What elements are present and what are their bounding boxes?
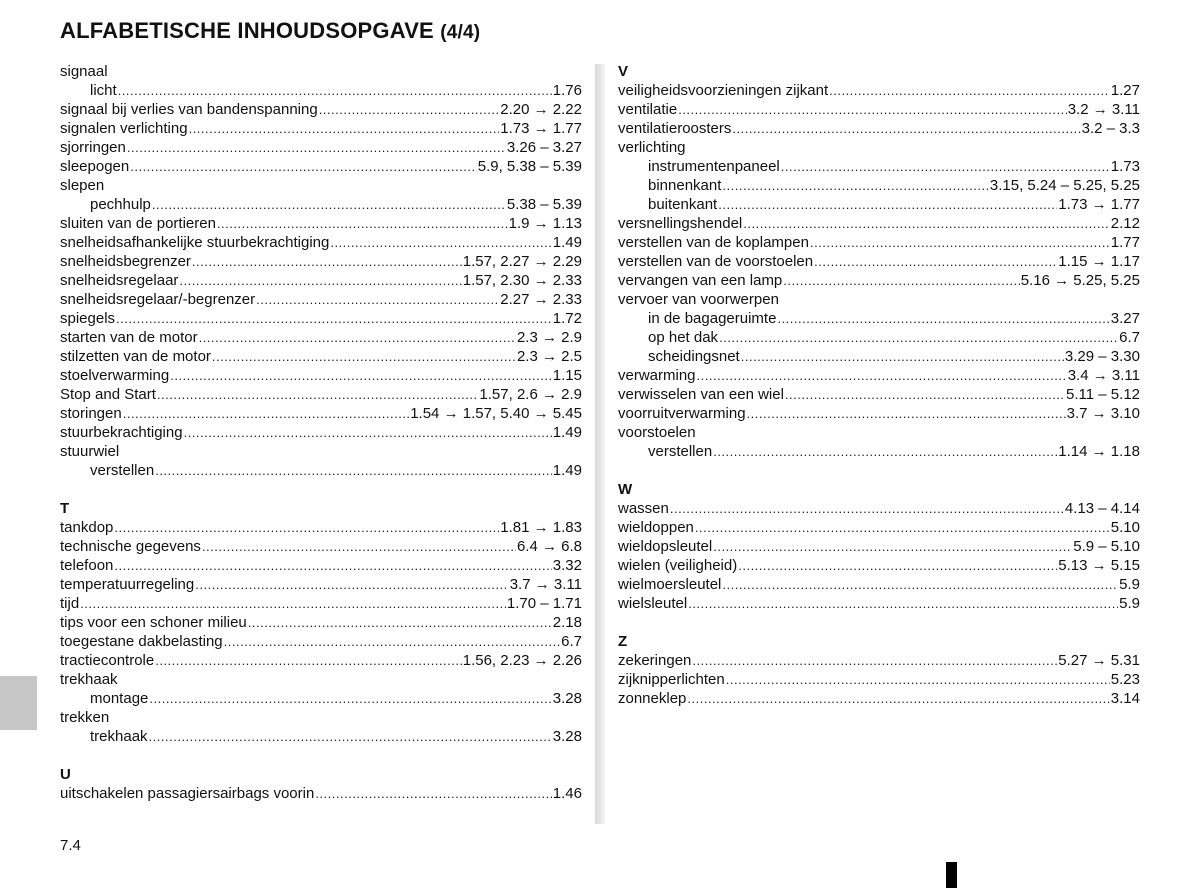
index-entry [60, 575, 582, 594]
entry-page-ref: 1.73 [1110, 158, 1140, 175]
index-entry [618, 423, 1140, 442]
entry-term: verstellen [90, 462, 155, 479]
index-entry [60, 252, 582, 271]
entry-term: snelheidsbegrenzer [60, 253, 191, 270]
index-entry [60, 613, 582, 632]
dot-leader [192, 252, 462, 271]
entry-term: storingen [60, 405, 122, 422]
entry-page-ref: 3.14 [1110, 690, 1140, 707]
entry-term: pechhulp [90, 196, 151, 213]
dot-leader [719, 328, 1118, 347]
index-subentry [60, 727, 582, 746]
dot-leader [785, 385, 1065, 404]
section-letter [60, 765, 582, 784]
entry-term: verwarming [618, 367, 696, 384]
index-entry [60, 62, 582, 81]
dot-leader [718, 195, 1057, 214]
index-entry [60, 328, 582, 347]
entry-term: vervoer van voorwerpen [618, 291, 779, 308]
dot-leader [743, 214, 1110, 233]
dot-leader [732, 119, 1080, 138]
index-entry [60, 385, 582, 404]
entry-term: verstellen [648, 443, 713, 460]
dot-leader [781, 157, 1110, 176]
index-entry [618, 271, 1140, 290]
dot-leader [810, 233, 1110, 252]
dot-leader [670, 499, 1064, 518]
entry-page-ref: 1.9 → 1.13 [508, 215, 582, 232]
index-entry [60, 404, 582, 423]
dot-leader [256, 290, 499, 309]
dot-leader [224, 632, 561, 651]
index-entry [60, 138, 582, 157]
entry-term: verwisselen van een wiel [618, 386, 784, 403]
dot-leader [738, 556, 1057, 575]
entry-page-ref: 3.28 [552, 728, 582, 745]
index-entry [618, 81, 1140, 100]
index-column-right [618, 62, 1140, 708]
entry-page-ref: 1.14 → 1.18 [1058, 443, 1140, 460]
index-subentry [60, 689, 582, 708]
entry-term: verstellen van de koplampen [618, 234, 809, 251]
entry-term: binnenkant [648, 177, 722, 194]
entry-page-ref: 3.27 [1110, 310, 1140, 327]
entry-term: voorruitverwarming [618, 405, 746, 422]
entry-term: tankdop [60, 519, 114, 536]
entry-term: wielsleutel [618, 595, 688, 612]
dot-leader [713, 537, 1072, 556]
dot-leader [777, 309, 1109, 328]
entry-page-ref: 2.3 → 2.9 [516, 329, 582, 346]
entry-term: starten van de motor [60, 329, 198, 346]
entry-term: snelheidsafhankelijke stuurbekrachtiging [60, 234, 330, 251]
index-entry [60, 594, 582, 613]
index-entry [60, 670, 582, 689]
index-entry [618, 594, 1140, 613]
entry-page-ref: 5.11 – 5.12 [1066, 386, 1140, 403]
entry-term: wassen [618, 500, 669, 517]
index-entry [618, 556, 1140, 575]
entry-term: toegestane dakbelasting [60, 633, 223, 650]
entry-term: vervangen van een lamp [618, 272, 783, 289]
section-letter [60, 499, 582, 518]
page-title [60, 18, 480, 44]
entry-term: sjorringen [60, 139, 126, 156]
entry-term: zijknipperlichten [618, 671, 725, 688]
index-entry [618, 575, 1140, 594]
entry-term: zekeringen [618, 652, 692, 669]
index-entry [60, 119, 582, 138]
index-entry [618, 233, 1140, 252]
entry-term: buitenkant [648, 196, 718, 213]
dot-leader [202, 537, 516, 556]
entry-page-ref: 6.7 [561, 633, 582, 650]
entry-page-ref: 3.7 → 3.11 [509, 576, 582, 593]
section-letter [618, 632, 1140, 651]
dot-leader [722, 575, 1118, 594]
index-entry [60, 176, 582, 195]
dot-leader [330, 233, 551, 252]
index-entry [60, 784, 582, 803]
dot-leader [199, 328, 516, 347]
entry-term: sleepogen [60, 158, 130, 175]
entry-page-ref: 1.57, 2.30 → 2.33 [462, 272, 582, 289]
entry-term: Stop and Start [60, 386, 156, 403]
index-entry [60, 708, 582, 727]
entry-page-ref: 1.77 [1110, 234, 1140, 251]
entry-page-ref: 3.4 → 3.11 [1067, 367, 1140, 384]
entry-page-ref: 1.72 [552, 310, 582, 327]
dot-leader [157, 385, 479, 404]
entry-page-ref: 1.70 – 1.71 [506, 595, 582, 612]
entry-page-ref: 1.73 → 1.77 [500, 120, 582, 137]
index-entry [618, 119, 1140, 138]
index-entry [60, 309, 582, 328]
print-mark [946, 862, 957, 888]
entry-page-ref: 2.3 → 2.5 [516, 348, 582, 365]
dot-leader [688, 594, 1118, 613]
page-number: 7.4 [60, 837, 81, 854]
entry-term: wielmoersleutel [618, 576, 722, 593]
entry-term: signalen verlichting [60, 120, 188, 137]
index-column-left [60, 62, 582, 803]
index-entry [60, 271, 582, 290]
dot-leader [123, 404, 409, 423]
index-entry [618, 138, 1140, 157]
entry-page-ref: 3.2 → 3.11 [1067, 101, 1140, 118]
index-entry [618, 404, 1140, 423]
entry-page-ref: 5.38 – 5.39 [506, 196, 582, 213]
entry-term: snelheidsregelaar [60, 272, 179, 289]
entry-page-ref: 5.13 → 5.15 [1058, 557, 1140, 574]
index-subentry [60, 195, 582, 214]
dot-leader [152, 195, 506, 214]
entry-term: wieldopsleutel [618, 538, 713, 555]
section-letter-text: V [618, 63, 629, 80]
dot-leader [114, 518, 499, 537]
index-entry [618, 651, 1140, 670]
entry-term: verstellen van de voorstoelen [618, 253, 814, 270]
index-entry [60, 442, 582, 461]
index-entry [60, 290, 582, 309]
entry-page-ref: 1.57, 2.27 → 2.29 [462, 253, 582, 270]
index-subentry [60, 461, 582, 480]
entry-term: op het dak [648, 329, 719, 346]
entry-page-ref: 2.12 [1110, 215, 1140, 232]
entry-page-ref: 5.27 → 5.31 [1058, 652, 1140, 669]
index-entry [60, 651, 582, 670]
index-entry [60, 233, 582, 252]
entry-term: stilzetten van de motor [60, 348, 211, 365]
index-subentry [60, 81, 582, 100]
entry-page-ref: 2.20 → 2.22 [500, 101, 582, 118]
entry-term: zonneklep [618, 690, 687, 707]
entry-page-ref: 1.81 → 1.83 [500, 519, 582, 536]
entry-page-ref: 1.54 → 1.57, 5.40 → 5.45 [410, 405, 582, 422]
dot-leader [130, 157, 477, 176]
entry-term: tijd [60, 595, 80, 612]
column-divider [595, 64, 605, 824]
index-entry [60, 214, 582, 233]
section-letter [618, 62, 1140, 81]
dot-leader [783, 271, 1019, 290]
entry-page-ref: 1.49 [552, 462, 582, 479]
dot-leader [747, 404, 1066, 423]
entry-page-ref: 1.57, 2.6 → 2.9 [479, 386, 582, 403]
entry-term: trekhaak [60, 671, 118, 688]
dot-leader [697, 366, 1067, 385]
index-entry [618, 290, 1140, 309]
entry-page-ref: 1.15 [552, 367, 582, 384]
entry-term: trekken [60, 709, 110, 726]
entry-page-ref: 1.49 [552, 424, 582, 441]
entry-page-ref: 1.76 [552, 82, 582, 99]
entry-term: stuurbekrachtiging [60, 424, 183, 441]
index-subentry [618, 195, 1140, 214]
dot-leader [127, 138, 506, 157]
index-subentry [618, 176, 1140, 195]
entry-page-ref: 2.18 [552, 614, 582, 631]
page-title-text: ALFABETISCHE INHOUDSOPGAVE [60, 18, 434, 43]
dot-leader [155, 651, 462, 670]
index-entry [618, 670, 1140, 689]
dot-leader [678, 100, 1067, 119]
dot-leader [184, 423, 552, 442]
index-entry [618, 366, 1140, 385]
dot-leader [80, 594, 506, 613]
chapter-side-tab [0, 676, 37, 730]
dot-leader [114, 556, 551, 575]
entry-term: stoelverwarming [60, 367, 170, 384]
entry-page-ref: 2.27 → 2.33 [500, 291, 582, 308]
entry-page-ref: 6.4 → 6.8 [516, 538, 582, 555]
entry-term: instrumentenpaneel [648, 158, 780, 175]
dot-leader [189, 119, 500, 138]
index-entry [60, 100, 582, 119]
dot-leader [248, 613, 552, 632]
entry-term: wielen (veiligheid) [618, 557, 738, 574]
section-spacer [60, 746, 582, 765]
dot-leader [829, 81, 1110, 100]
entry-page-ref: 5.9 [1119, 595, 1140, 612]
dot-leader [713, 442, 1057, 461]
entry-page-ref: 1.27 [1110, 82, 1140, 99]
section-letter-text: Z [618, 633, 628, 650]
index-entry [618, 518, 1140, 537]
entry-page-ref: 3.2 – 3.3 [1081, 120, 1140, 137]
entry-page-ref: 1.73 → 1.77 [1058, 196, 1140, 213]
index-entry [60, 556, 582, 575]
entry-page-ref: 3.7 → 3.10 [1066, 405, 1140, 422]
dot-leader [212, 347, 516, 366]
entry-term: snelheidsregelaar/-begrenzer [60, 291, 256, 308]
entry-page-ref: 3.15, 5.24 – 5.25, 5.25 [989, 177, 1140, 194]
dot-leader [217, 214, 508, 233]
entry-term: technische gegevens [60, 538, 201, 555]
entry-term: temperatuurregeling [60, 576, 195, 593]
entry-page-ref: 3.29 – 3.30 [1064, 348, 1140, 365]
entry-term: montage [90, 690, 149, 707]
entry-page-ref: 5.9, 5.38 – 5.39 [477, 158, 582, 175]
entry-page-ref: 6.7 [1119, 329, 1140, 346]
index-subentry [618, 309, 1140, 328]
section-spacer [618, 613, 1140, 632]
index-subentry [618, 347, 1140, 366]
index-entry [60, 632, 582, 651]
entry-term: signaal [60, 63, 108, 80]
dot-leader [149, 689, 551, 708]
entry-term: veiligheidsvoorzieningen zijkant [618, 82, 829, 99]
dot-leader [814, 252, 1057, 271]
entry-page-ref: 3.28 [552, 690, 582, 707]
index-entry [60, 366, 582, 385]
section-letter-text: U [60, 766, 71, 783]
dot-leader [315, 784, 551, 803]
entry-term: telefoon [60, 557, 114, 574]
dot-leader [726, 670, 1110, 689]
dot-leader [149, 727, 552, 746]
entry-term: tractiecontrole [60, 652, 155, 669]
dot-leader [195, 575, 508, 594]
entry-page-ref: 5.10 [1110, 519, 1140, 536]
dot-leader [118, 81, 552, 100]
dot-leader [179, 271, 461, 290]
entry-term: tips voor een schoner milieu [60, 614, 247, 631]
index-entry [60, 423, 582, 442]
index-entry [60, 157, 582, 176]
entry-term: slepen [60, 177, 105, 194]
entry-page-ref: 3.26 – 3.27 [506, 139, 582, 156]
section-letter-text: T [60, 500, 70, 517]
dot-leader [116, 309, 552, 328]
index-entry [618, 537, 1140, 556]
entry-page-ref: 4.13 – 4.14 [1064, 500, 1140, 517]
entry-term: verlichting [618, 139, 686, 156]
index-entry [60, 518, 582, 537]
entry-term: signaal bij verlies van bandenspanning [60, 101, 318, 118]
entry-term: spiegels [60, 310, 116, 327]
entry-term: voorstoelen [618, 424, 696, 441]
entry-page-ref: 5.9 [1119, 576, 1140, 593]
entry-page-ref: 5.23 [1110, 671, 1140, 688]
section-letter [618, 480, 1140, 499]
entry-term: sluiten van de portieren [60, 215, 216, 232]
section-spacer [60, 480, 582, 499]
dot-leader [722, 176, 988, 195]
dot-leader [170, 366, 552, 385]
dot-leader [741, 347, 1064, 366]
index-entry [60, 537, 582, 556]
index-subentry [618, 157, 1140, 176]
entry-page-ref: 1.15 → 1.17 [1058, 253, 1140, 270]
entry-term: stuurwiel [60, 443, 120, 460]
index-entry [618, 499, 1140, 518]
entry-term: wieldoppen [618, 519, 694, 536]
entry-page-ref: 5.16 → 5.25, 5.25 [1020, 272, 1140, 289]
entry-term: licht [90, 82, 117, 99]
dot-leader [695, 518, 1110, 537]
section-spacer [618, 461, 1140, 480]
index-entry [618, 385, 1140, 404]
entry-term: versnellingshendel [618, 215, 743, 232]
entry-page-ref: 5.9 – 5.10 [1073, 538, 1140, 555]
dot-leader [687, 689, 1109, 708]
entry-term: trekhaak [90, 728, 148, 745]
index-entry [618, 689, 1140, 708]
index-subentry [618, 442, 1140, 461]
index-entry [618, 100, 1140, 119]
entry-term: scheidingsnet [648, 348, 740, 365]
entry-term: uitschakelen passagiersairbags voorin [60, 785, 315, 802]
index-entry [618, 252, 1140, 271]
entry-page-ref: 1.49 [552, 234, 582, 251]
entry-term: ventilatie [618, 101, 678, 118]
index-entry [60, 347, 582, 366]
section-letter-text: W [618, 481, 633, 498]
entry-page-ref: 1.46 [552, 785, 582, 802]
entry-page-ref: 1.56, 2.23 → 2.26 [462, 652, 582, 669]
dot-leader [155, 461, 552, 480]
dot-leader [319, 100, 500, 119]
dot-leader [692, 651, 1057, 670]
entry-page-ref: 3.32 [552, 557, 582, 574]
index-entry [618, 214, 1140, 233]
page-title-part: (4/4) [440, 22, 481, 43]
entry-term: in de bagageruimte [648, 310, 777, 327]
index-subentry [618, 328, 1140, 347]
entry-term: ventilatieroosters [618, 120, 732, 137]
